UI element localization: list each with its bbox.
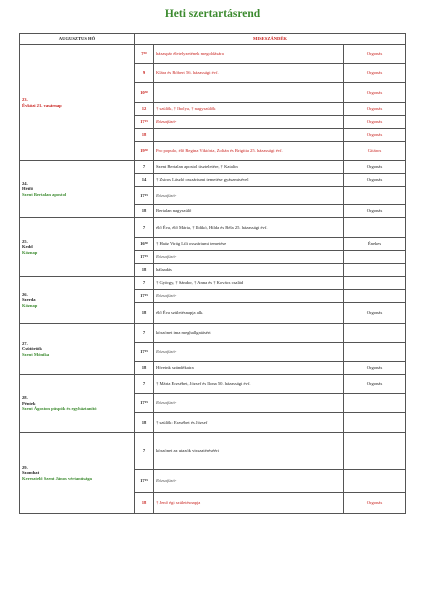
mass-intention-text: † Zsiros László osszáriumi temetése gyászmisével [156, 177, 249, 183]
mass-time [135, 64, 154, 83]
mass-intention-text: Rózsafüzér [156, 478, 177, 484]
mass-intention [154, 394, 344, 413]
mass-time-hour: 12 [141, 106, 147, 112]
day-name: Évközi 21. vasárnap [22, 102, 62, 108]
mass-time [135, 493, 154, 514]
mass-intention [154, 264, 344, 277]
day-name: Hétfő [22, 186, 33, 192]
table-row [20, 324, 406, 343]
schedule-table [19, 33, 406, 514]
music-type: Orgonás [344, 362, 406, 375]
mass-time [135, 103, 154, 116]
mass-time-hour: 18 [141, 419, 147, 425]
mass-time-hour: 9 [142, 70, 146, 76]
table-row [20, 375, 406, 394]
mass-intention-text: köszönet ima meghallgatásért [156, 330, 211, 336]
mass-time [135, 205, 154, 218]
mass-intention [154, 142, 344, 161]
mass-time-hour: 17 [140, 478, 145, 484]
mass-intention-text: hálaadás [156, 267, 172, 273]
music-type: Orgonás [344, 205, 406, 218]
mass-time-hour: 7 [142, 381, 146, 387]
mass-time [135, 433, 154, 470]
mass-intention [154, 116, 344, 129]
mass-time-hour: 18 [141, 365, 147, 371]
mass-intention-text: házaspár életelyzetének megoldására [156, 51, 224, 57]
music-type [344, 290, 406, 303]
mass-time-hour: 7 [142, 280, 146, 286]
day-cell [20, 375, 135, 433]
music-type [344, 470, 406, 493]
music-type [344, 433, 406, 470]
mass-time-hour: 18 [141, 267, 147, 273]
mass-intention [154, 205, 344, 218]
day-feast: Szent Ágoston püspök és egyháztanító [22, 406, 97, 412]
day-date: 27. [22, 340, 28, 346]
mass-time-hour: 18 [141, 208, 147, 214]
mass-time-hour: 17 [140, 400, 145, 406]
mass-time-hour: 7 [142, 224, 146, 230]
mass-time [135, 375, 154, 394]
schedule-body [20, 45, 406, 514]
mass-time-hour: 18 [141, 310, 147, 316]
mass-time [135, 238, 154, 251]
mass-time-hour: 7 [142, 448, 146, 454]
mass-intention [154, 45, 344, 64]
day-date: 25. [22, 238, 28, 244]
mass-time [135, 45, 154, 64]
mass-intention-text: Rózsafüzér [156, 349, 177, 355]
day-cell [20, 433, 135, 514]
mass-time [135, 116, 154, 129]
month-header: AUGUSZTUS HÓ [20, 34, 135, 45]
day-date: 28. [22, 395, 28, 401]
mass-intention [154, 362, 344, 375]
mass-intention [154, 324, 344, 343]
mass-intention-text: † szülők, † Ibolya, † nagyszülők [156, 106, 216, 112]
mass-time-hour: 17 [140, 192, 145, 198]
music-type: Orgonás [344, 493, 406, 514]
mass-time [135, 413, 154, 433]
mass-intention [154, 470, 344, 493]
mass-time-hour: 19 [140, 148, 145, 154]
mass-time-hour: 7 [142, 164, 146, 170]
page-title: Heti szertartásrend [164, 8, 261, 20]
day-cell [20, 161, 135, 218]
mass-time-hour: 17 [140, 349, 145, 355]
mass-time-minutes: 15 [144, 293, 148, 298]
mass-intention [154, 218, 344, 238]
mass-intention [154, 129, 344, 142]
day-feast: Szent Mónika [22, 351, 50, 357]
mass-intention [154, 343, 344, 362]
mass-intention-text: Bertalan nagyszülő [156, 208, 192, 214]
mass-intention [154, 251, 344, 264]
mass-intention [154, 83, 344, 103]
mass-intention [154, 493, 344, 514]
mass-time-minutes: 30 [144, 148, 148, 153]
mass-intention-text: † Haáz Virág Lili osszáriumi temetése [156, 241, 227, 247]
music-type [344, 324, 406, 343]
mass-intention-text: Rózsafüzér [156, 192, 177, 198]
music-type [344, 264, 406, 277]
mass-time [135, 142, 154, 161]
mass-time-minutes: 15 [144, 254, 148, 259]
day-feast: Köznap [22, 302, 38, 308]
mass-intention [154, 161, 344, 174]
mass-time-minutes: 15 [144, 349, 148, 354]
music-type [344, 277, 406, 290]
day-cell [20, 277, 135, 324]
mass-time [135, 187, 154, 205]
day-cell [20, 218, 135, 277]
mass-time [135, 264, 154, 277]
day-date: 24. [22, 180, 28, 186]
mass-intention [154, 187, 344, 205]
mass-intention-text: élő Éva születésnapja alk. [156, 310, 204, 316]
music-type [344, 218, 406, 238]
mass-intention [154, 303, 344, 324]
table-row [20, 218, 406, 238]
mass-time [135, 161, 154, 174]
mass-intention-text: Híveink szándékaira [156, 365, 194, 371]
mass-intention-text: Szent Bertalan apostol tiszteletére, † Katalin [156, 164, 238, 170]
day-cell [20, 45, 135, 161]
mass-intention [154, 103, 344, 116]
day-feast: Szent Bertalan apostol [22, 191, 67, 197]
table-row [20, 45, 406, 64]
day-feast: Köznap [22, 249, 38, 255]
mass-time [135, 174, 154, 187]
music-type: Orgonás [344, 103, 406, 116]
music-type [344, 413, 406, 433]
music-type: Gitáros [344, 142, 406, 161]
mass-time-hour: 18 [141, 132, 147, 138]
mass-intention-text: Rózsafüzér [156, 293, 177, 299]
music-type: Orgonás [344, 375, 406, 394]
mass-time-minutes: 30 [143, 51, 147, 56]
mass-intention-text: Rózsafüzér [156, 119, 177, 125]
mass-time [135, 251, 154, 264]
music-type: Orgonás [344, 129, 406, 142]
mass-intention [154, 375, 344, 394]
table-row [20, 277, 406, 290]
mass-time [135, 83, 154, 103]
mass-time-minutes: 15 [144, 478, 148, 483]
mass-time [135, 129, 154, 142]
mass-time [135, 362, 154, 375]
mass-intention [154, 277, 344, 290]
mass-intention-text: élő Éva, élő Mária, † Ildikó, Hilda és Béla 25. házassági évf. [156, 224, 268, 230]
mass-time-minutes: 30 [144, 241, 148, 246]
mass-intention-text: † György, † Sándor, † Anna és † Kovács család [156, 280, 244, 286]
mass-time-hour: 7 [142, 330, 146, 336]
mass-intention-text: Rózsafüzér [156, 400, 177, 406]
mass-time-hour: 17 [140, 254, 145, 260]
music-type: Énekes [344, 238, 406, 251]
mass-time-hour: 17 [140, 119, 145, 125]
music-type: Orgonás [344, 174, 406, 187]
mass-intention-text: Klára és Róbert 56. házassági évf. [156, 70, 219, 76]
day-date: 23. [22, 96, 28, 102]
mass-time [135, 324, 154, 343]
mass-time [135, 218, 154, 238]
day-date: 26. [22, 291, 28, 297]
mass-intention [154, 238, 344, 251]
mass-time-minutes: 15 [144, 400, 148, 405]
day-name: Kedd [22, 244, 33, 250]
mass-time-minutes: 15 [144, 192, 148, 197]
mass-time-hour: 14 [141, 177, 147, 183]
mass-intention-text: † szülők: Erzsébet és József [156, 419, 208, 425]
mass-intention-text: köszönet az utazók visszatéréséért [156, 448, 219, 454]
mass-time [135, 277, 154, 290]
music-type: Orgonás [344, 303, 406, 324]
day-name: Csütörtök [22, 346, 42, 352]
music-type: Orgonás [344, 45, 406, 64]
music-type: Orgonás [344, 161, 406, 174]
mass-time [135, 290, 154, 303]
mass-intention-text: Rózsafüzér [156, 254, 177, 260]
mass-time-hour: 10 [140, 89, 145, 95]
day-feast: Keresztelő Szent János vértanúsága [22, 475, 92, 481]
mass-intention [154, 290, 344, 303]
mass-time-hour: 17 [140, 293, 145, 299]
table-row [20, 433, 406, 470]
intentions-header: MISESZÁNDÉK [135, 34, 406, 45]
music-type: Orgonás [344, 116, 406, 129]
day-name: Szombat [22, 470, 40, 476]
mass-intention-text: Pro populo, élő Regina Viktória, Zoltán és Brigitta 25. házassági évf. [156, 148, 283, 154]
mass-intention [154, 174, 344, 187]
mass-time-hour: 16 [140, 241, 145, 247]
music-type [344, 187, 406, 205]
table-row [20, 161, 406, 174]
music-type [344, 394, 406, 413]
mass-intention [154, 64, 344, 83]
mass-intention [154, 413, 344, 433]
mass-intention-text: † Mária Erzsébet, József és Ilona 50. házassági évf. [156, 381, 251, 387]
music-type [344, 251, 406, 264]
mass-time [135, 470, 154, 493]
mass-time-hour: 18 [141, 500, 147, 506]
music-type: Orgonás [344, 83, 406, 103]
music-type: Orgonás [344, 64, 406, 83]
day-name: Péntek [22, 400, 36, 406]
day-date: 29. [22, 464, 28, 470]
music-type [344, 343, 406, 362]
mass-time-hour: 7 [141, 51, 144, 57]
header-row [20, 34, 406, 45]
mass-time [135, 343, 154, 362]
mass-intention [154, 433, 344, 470]
mass-time [135, 394, 154, 413]
day-name: Szerda [22, 297, 36, 303]
mass-time [135, 303, 154, 324]
mass-time-minutes: 30 [144, 89, 148, 94]
mass-time-minutes: 15 [144, 119, 148, 124]
mass-intention-text: † Jenő égi születésnapja [156, 500, 201, 506]
day-cell [20, 324, 135, 375]
